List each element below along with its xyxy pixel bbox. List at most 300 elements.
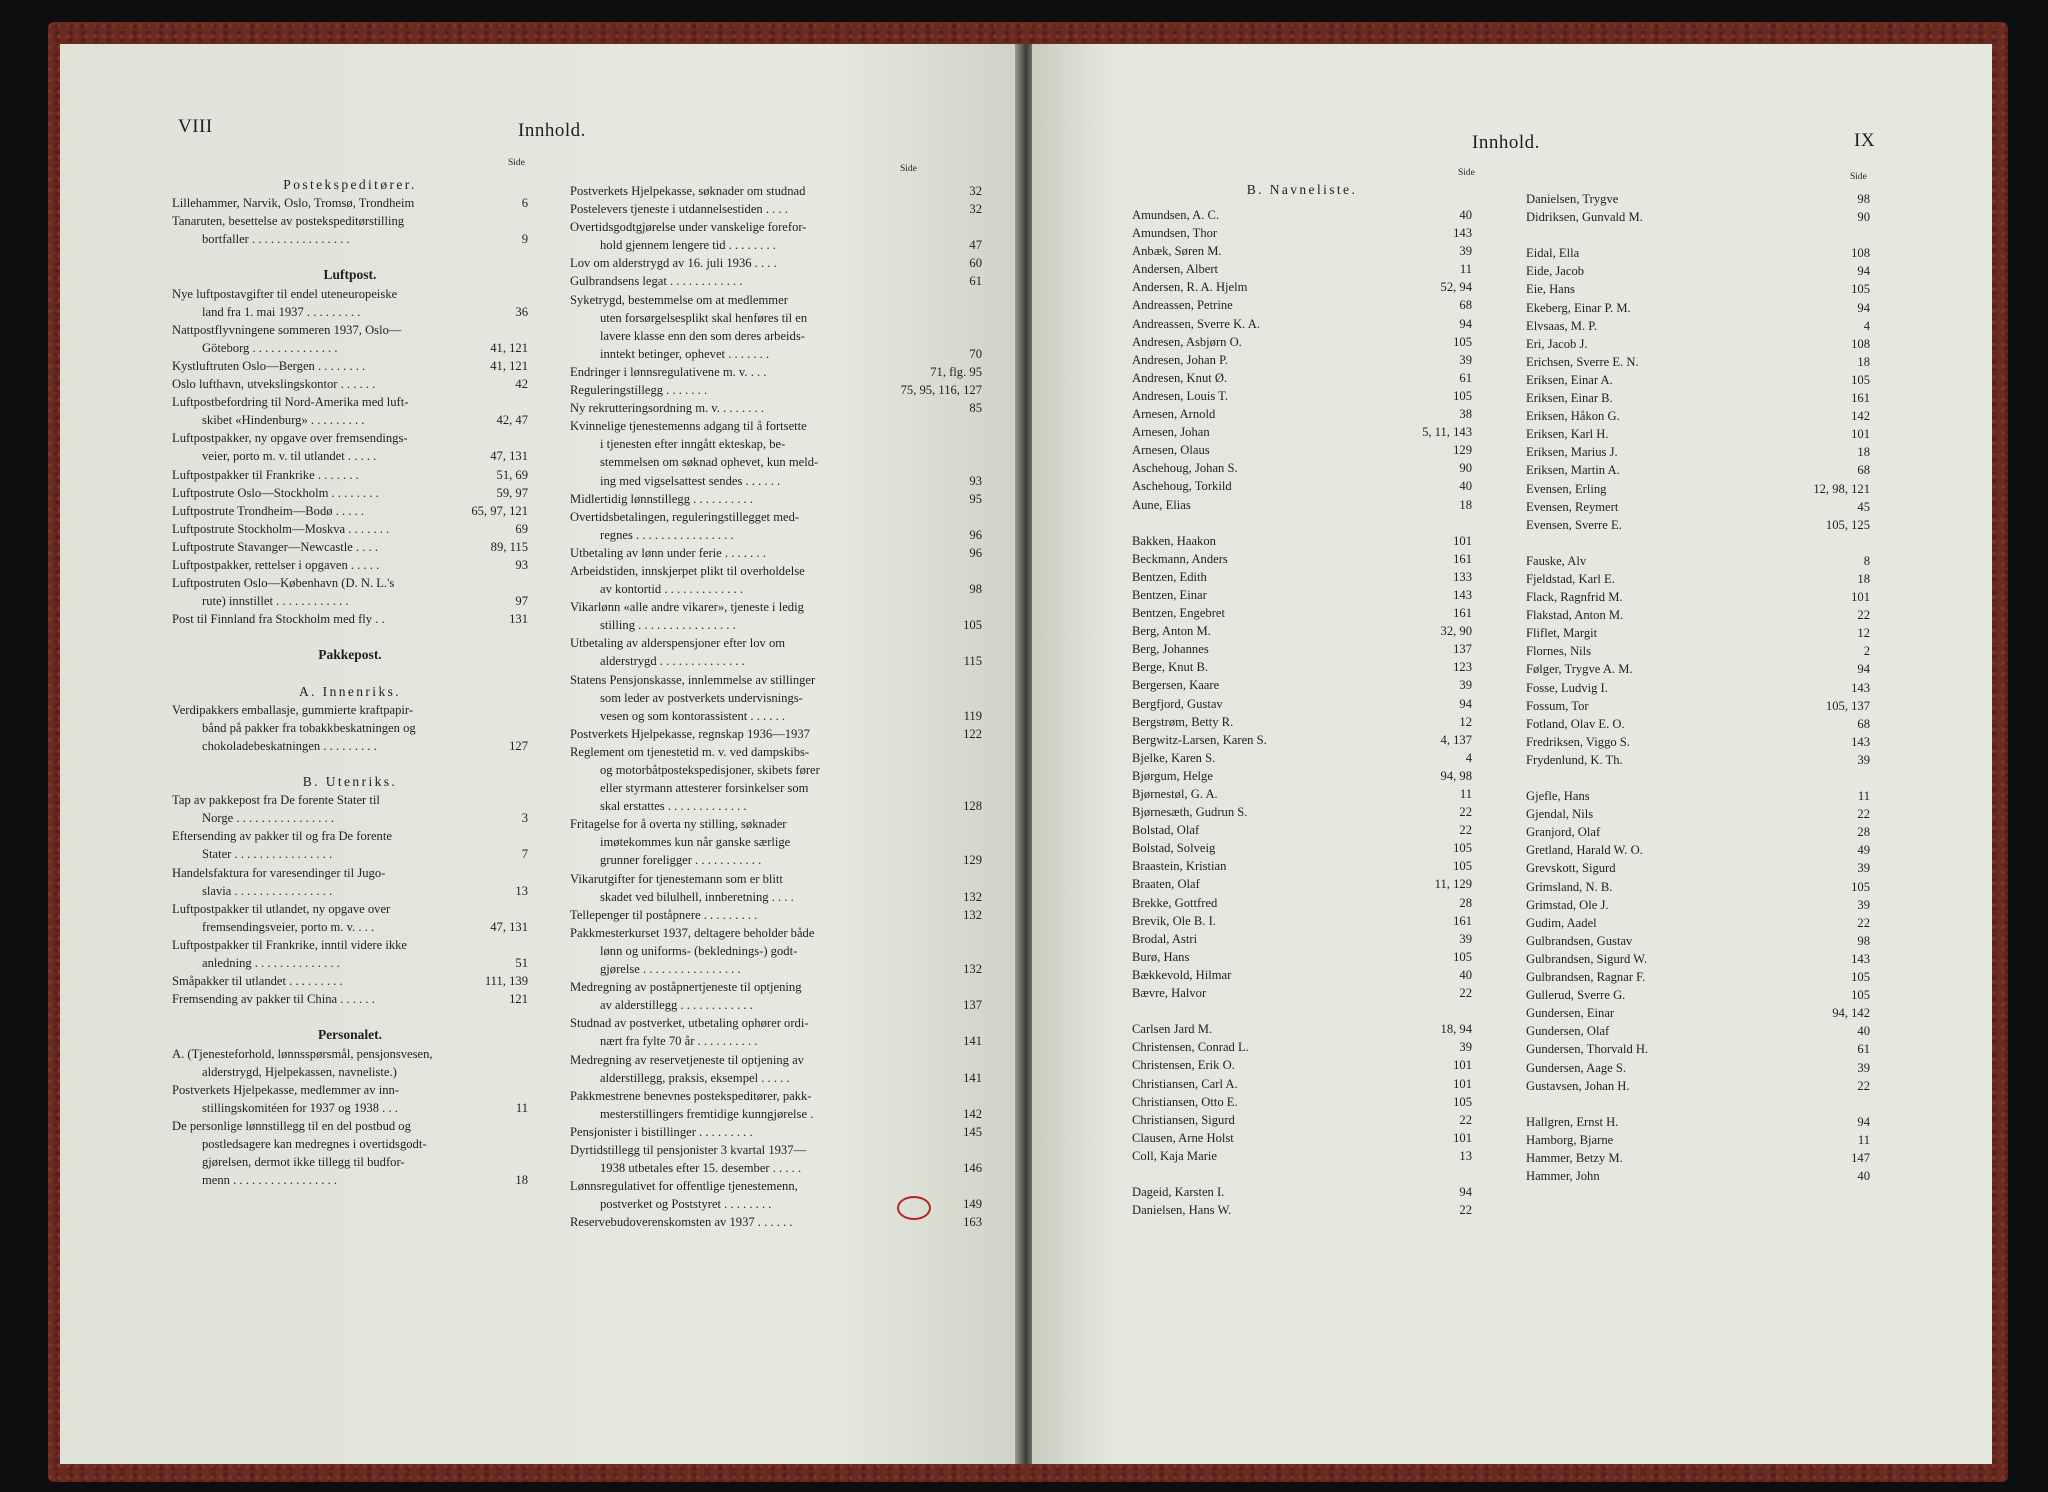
- toc-entry-text: Vikarutgifter for tjenestemann som er blitt: [570, 871, 783, 886]
- name-entry: [1132, 586, 1472, 604]
- name-entry: [1526, 715, 1870, 733]
- toc-entry-text: Luftpostrute Oslo—Stockholm . . . . . . . .: [172, 485, 379, 500]
- name-entry-name: Fliflet, Margit: [1526, 626, 1598, 641]
- toc-entry-page: 145: [963, 1124, 982, 1139]
- toc-entry-text: stillingskomitéen for 1937 og 1938 . . .: [202, 1100, 398, 1115]
- name-entry: [1132, 658, 1472, 676]
- toc-entry-page: 119: [963, 708, 982, 723]
- toc-entry: [570, 580, 982, 598]
- name-entry: [1132, 622, 1472, 640]
- name-entry-page: 105: [1453, 841, 1472, 856]
- name-entry-name: Gjendal, Nils: [1526, 807, 1594, 822]
- name-entry-name: Amundsen, Thor: [1132, 226, 1218, 241]
- name-entry: [1132, 803, 1472, 821]
- name-entry-page: 40: [1459, 208, 1472, 222]
- name-entry-name: Andresen, Johan P.: [1132, 352, 1228, 367]
- name-entry: [1526, 1059, 1870, 1077]
- toc-entry-text: eller styrmann attesterer forsinkelser som: [600, 781, 809, 796]
- name-entry-name: Gundersen, Aage S.: [1526, 1060, 1627, 1075]
- name-entry-page: 18: [1857, 445, 1870, 460]
- toc-entry: [570, 508, 982, 526]
- toc-entry-text: Göteborg . . . . . . . . . . . . . .: [202, 340, 338, 355]
- name-entry-page: 40: [1459, 967, 1472, 982]
- name-entry-page: 94: [1459, 696, 1472, 711]
- toc-entry-page: 127: [509, 738, 528, 753]
- toc-entry-text: stilling . . . . . . . . . . . . . . . .: [600, 618, 736, 633]
- name-entry: [1132, 1056, 1472, 1074]
- toc-entry: [172, 393, 528, 411]
- name-entry-page: 22: [1459, 986, 1472, 1001]
- toc-entry-text: Utbetaling av lønn under ferie . . . . . . .: [570, 545, 766, 560]
- name-entry-name: Gulbrandsen, Ragnar F.: [1526, 970, 1646, 985]
- name-entry-name: Brodal, Astri: [1132, 931, 1198, 946]
- toc-entry: [172, 520, 528, 538]
- name-entry-name: Eriksen, Karl H.: [1526, 427, 1609, 442]
- toc-entry-text: Overtidsgodtgjørelse under vanskelige forefor-: [570, 220, 807, 235]
- name-entry-name: Aschehoug, Johan S.: [1132, 461, 1238, 476]
- name-entry: [1526, 606, 1870, 624]
- name-entry: [1132, 695, 1472, 713]
- name-entry-name: Dageid, Karsten I.: [1132, 1185, 1225, 1200]
- toc-entry-page: 142: [963, 1106, 982, 1121]
- name-entry-page: 68: [1459, 298, 1472, 313]
- name-entry-page: 105, 137: [1825, 698, 1870, 713]
- toc-entry-page: 122: [963, 726, 982, 741]
- name-entry: [1132, 857, 1472, 875]
- toc-entry-text: Luftpostpakker til utlandet, ny opgave over: [172, 901, 391, 916]
- toc-entry-text: Oslo lufthavn, utvekslingskontor . . . . . .: [172, 377, 376, 392]
- spacer: [1132, 514, 1472, 532]
- toc-entry-text: Småpakker til utlandet . . . . . . . . .: [172, 974, 343, 989]
- spacer: [172, 665, 528, 683]
- name-entry-name: Arnesen, Johan: [1132, 425, 1210, 440]
- name-entry-page: 18: [1459, 497, 1472, 512]
- name-entry-name: Hammer, Betzy M.: [1526, 1150, 1623, 1165]
- name-entry: [1526, 859, 1870, 877]
- name-entry: [1526, 697, 1870, 715]
- name-entry-page: 8: [1863, 553, 1870, 568]
- toc-entry: [570, 888, 982, 906]
- name-entry-name: Berge, Knut B.: [1132, 660, 1209, 675]
- toc-entry: [570, 1141, 982, 1159]
- name-entry: [1132, 948, 1472, 966]
- name-entry-page: 18: [1857, 571, 1870, 586]
- toc-entry: [570, 1123, 982, 1141]
- toc-entry-page: 105: [963, 618, 982, 633]
- toc-entry-page: 61: [969, 274, 982, 289]
- name-entry-name: Frydenlund, K. Th.: [1526, 752, 1623, 767]
- name-entry: [1132, 496, 1472, 514]
- name-entry: [1526, 335, 1870, 353]
- name-entry-page: 101: [1453, 1058, 1472, 1073]
- spacer: [1526, 534, 1870, 552]
- toc-entry: [570, 399, 982, 417]
- name-entry: [1526, 1077, 1870, 1095]
- name-entry: [1526, 190, 1870, 208]
- name-entry-name: Ekeberg, Einar P. M.: [1526, 300, 1631, 315]
- name-entry-name: Andresen, Asbjørn O.: [1132, 334, 1242, 349]
- toc-entry-text: Stater . . . . . . . . . . . . . . . .: [202, 847, 333, 862]
- name-entry: [1132, 260, 1472, 278]
- name-entry-page: 161: [1851, 391, 1870, 406]
- name-entry: [1526, 679, 1870, 697]
- name-entry-page: 11: [1857, 789, 1870, 804]
- section-heading: Pakkepost.: [318, 647, 382, 663]
- toc-entry-page: 47, 131: [490, 919, 528, 934]
- toc-entry-text: chokoladebeskatningen . . . . . . . . .: [202, 738, 377, 753]
- name-entry-name: Gretland, Harald W. O.: [1526, 843, 1643, 858]
- name-entry: [1526, 317, 1870, 335]
- toc-entry-page: 51, 69: [496, 467, 528, 482]
- toc-entry-text: postverket og Poststyret . . . . . . . .: [600, 1197, 772, 1212]
- name-entry: [1526, 932, 1870, 950]
- name-entry-name: Følger, Trygve A. M.: [1526, 662, 1633, 677]
- toc-entry-text: Gulbrandsens legat . . . . . . . . . . . .: [570, 274, 743, 289]
- name-entry-name: Bjørnestøl, G. A.: [1132, 787, 1218, 801]
- name-entry-name: Bækkevold, Hilmar: [1132, 967, 1232, 982]
- toc-entry: [570, 652, 982, 670]
- name-entry-name: Grimstad, Ole J.: [1526, 897, 1609, 912]
- toc-entry-text: mesterstillingers fremtidige kunngjørelse .: [600, 1106, 814, 1121]
- toc-entry-page: 60: [969, 256, 982, 271]
- toc-entry-page: 32: [969, 184, 982, 198]
- toc-entry-page: 89, 115: [490, 539, 528, 554]
- side-label: Side: [1458, 168, 1475, 178]
- name-entry-name: Anbæk, Søren M.: [1132, 244, 1222, 259]
- name-entry-name: Eriksen, Marius J.: [1526, 445, 1618, 460]
- toc-entry-text: Luftpostrute Stavanger—Newcastle . . . .: [172, 539, 378, 554]
- name-entry-page: 94: [1857, 662, 1870, 677]
- toc-entry: [172, 737, 528, 755]
- toc-entry-page: 111, 139: [484, 974, 528, 989]
- name-entry-page: 94: [1857, 1114, 1870, 1129]
- toc-entry: [570, 870, 982, 888]
- toc-entry-text: fremsendingsveier, porto m. v. . . .: [202, 919, 375, 934]
- name-entry-page: 105: [1851, 988, 1870, 1003]
- name-entry: [1132, 1038, 1472, 1056]
- name-entry-name: Clausen, Arne Holst: [1132, 1130, 1234, 1145]
- toc-entry-text: Handelsfaktura for varesendinger til Jugo-: [172, 865, 386, 880]
- toc-entry-page: 163: [963, 1215, 982, 1230]
- name-entry-name: Christiansen, Sigurd: [1132, 1112, 1235, 1127]
- toc-entry-page: 131: [509, 612, 528, 627]
- toc-entry: [570, 743, 982, 761]
- toc-entry-text: Ny rekrutteringsordning m. v. . . . . . . .: [570, 401, 765, 416]
- toc-entry-page: 95: [969, 491, 982, 506]
- name-entry-page: 2: [1863, 644, 1870, 659]
- side-label: Side: [508, 158, 525, 168]
- toc-entry-text: Tanaruten, besettelse av postekspeditørstilling: [172, 214, 405, 229]
- name-entry-name: Brekke, Gottfred: [1132, 895, 1218, 910]
- spacer: [172, 1008, 528, 1026]
- toc-entry-text: Studnad av postverket, utbetaling ophører ordi-: [570, 1016, 809, 1031]
- name-entry: [1526, 1022, 1870, 1040]
- toc-entry-text: Luftpostbefordring til Nord-Amerika med luft-: [172, 395, 409, 410]
- toc-entry-page: 128: [963, 799, 982, 814]
- name-entry-name: Eide, Jacob: [1526, 264, 1585, 279]
- name-entry-name: Flack, Ragnfrid M.: [1526, 590, 1623, 605]
- toc-entry-text: inntekt betinger, ophevet . . . . . . .: [600, 346, 770, 361]
- name-entry-name: Evensen, Sverre E.: [1526, 517, 1622, 532]
- toc-entry: [172, 1153, 528, 1171]
- name-entry-name: Andreassen, Sverre K. A.: [1132, 316, 1261, 331]
- name-entry-page: 18: [1857, 354, 1870, 369]
- name-entry-name: Bergersen, Kaare: [1132, 678, 1220, 693]
- toc-entry: [570, 236, 982, 254]
- toc-entry: [570, 327, 982, 345]
- name-entry: [1132, 749, 1472, 767]
- spacer: [1526, 1095, 1870, 1113]
- name-entry: [1132, 821, 1472, 839]
- name-entry-page: 94: [1459, 316, 1472, 331]
- name-entry: [1132, 1183, 1472, 1201]
- toc-entry-page: 97: [515, 594, 528, 609]
- name-entry-page: 105: [1453, 949, 1472, 964]
- contents-column-1: [172, 176, 528, 1189]
- section-heading: B. Utenriks.: [302, 774, 398, 790]
- toc-entry-page: 98: [969, 582, 982, 597]
- toc-entry: [570, 671, 982, 689]
- toc-entry-page: 18: [515, 1173, 528, 1188]
- toc-entry: [570, 906, 982, 924]
- toc-entry: [570, 1159, 982, 1177]
- name-entry-name: Eriksen, Einar A.: [1526, 372, 1613, 387]
- name-entry-name: Bjørgum, Helge: [1132, 768, 1213, 783]
- name-entry: [1526, 461, 1870, 479]
- toc-entry-page: 137: [963, 998, 982, 1013]
- toc-entry: [172, 845, 528, 863]
- name-entry-name: Eriksen, Håkon G.: [1526, 409, 1620, 424]
- toc-entry-text: Lønnsregulativet for offentlige tjenestemenn,: [570, 1179, 798, 1194]
- name-entry-name: Braaten, Olaf: [1132, 877, 1200, 892]
- toc-entry-text: Overtidsbetalingen, reguleringstillegget med-: [570, 509, 800, 524]
- toc-entry: [172, 502, 528, 520]
- toc-entry: [172, 1063, 528, 1081]
- toc-entry-text: hold gjennem lengere tid . . . . . . . .: [600, 238, 776, 253]
- name-entry-page: 161: [1453, 913, 1472, 928]
- name-entry-page: 142: [1851, 409, 1870, 424]
- running-head-right: Innhold.: [1472, 132, 1540, 153]
- toc-entry-page: 132: [963, 889, 982, 904]
- toc-entry: [570, 924, 982, 942]
- name-entry-name: Amundsen, A. C.: [1132, 208, 1220, 222]
- name-entry-name: Danielsen, Trygve: [1526, 192, 1619, 206]
- name-entry: [1526, 516, 1870, 534]
- name-entry-page: 94, 142: [1832, 1006, 1870, 1021]
- name-entry-name: Fossum, Tor: [1526, 698, 1589, 713]
- toc-entry-page: 9: [521, 232, 528, 247]
- toc-entry-text: De personlige lønnstillegg til en del postbud og: [172, 1118, 411, 1133]
- section-heading: Personalet.: [317, 1027, 383, 1043]
- spacer: [1132, 1002, 1472, 1020]
- toc-entry-page: 6: [521, 196, 528, 211]
- name-entry-name: Christiansen, Otto E.: [1132, 1094, 1238, 1109]
- name-entry-page: 105: [1453, 1094, 1472, 1109]
- toc-entry: [172, 827, 528, 845]
- toc-entry-text: Tellepenger til poståpnere . . . . . . . . .: [570, 907, 758, 922]
- name-entry-name: Beckmann, Anders: [1132, 551, 1228, 566]
- name-entry-page: 39: [1857, 752, 1870, 767]
- name-entry-page: 39: [1459, 931, 1472, 946]
- name-entry: [1526, 787, 1870, 805]
- name-entry-page: 143: [1851, 734, 1870, 749]
- toc-entry: [570, 363, 982, 381]
- toc-entry: [570, 254, 982, 272]
- name-entry: [1132, 387, 1472, 405]
- name-entry-name: Bjelke, Karen S.: [1132, 750, 1216, 765]
- toc-entry: [172, 429, 528, 447]
- name-entry-name: Eidal, Ella: [1526, 246, 1580, 261]
- name-entry: [1132, 676, 1472, 694]
- name-entry-page: 22: [1459, 805, 1472, 820]
- toc-entry-text: Kystluftruten Oslo—Bergen . . . . . . . .: [172, 358, 366, 373]
- name-entry: [1526, 588, 1870, 606]
- name-entry: [1526, 805, 1870, 823]
- toc-entry: [172, 375, 528, 393]
- toc-entry: [570, 490, 982, 508]
- name-entry: [1132, 785, 1472, 803]
- name-entry-name: Andresen, Knut Ø.: [1132, 370, 1228, 385]
- toc-entry: [172, 882, 528, 900]
- name-entry-page: 105: [1453, 388, 1472, 403]
- name-entry-page: 123: [1453, 660, 1472, 675]
- name-entry-page: 137: [1453, 642, 1472, 657]
- toc-entry: [570, 435, 982, 453]
- toc-entry: [570, 833, 982, 851]
- name-entry-page: 105: [1453, 859, 1472, 874]
- name-entry-name: Christensen, Conrad L.: [1132, 1040, 1249, 1055]
- toc-entry: [172, 357, 528, 375]
- toc-entry-text: Nye luftpostavgifter til endel uteneuropeiske: [172, 286, 398, 301]
- toc-entry-text: stemmelsen om søknad ophevet, kun meld-: [600, 455, 819, 470]
- toc-entry-text: alderstillegg, praksis, eksempel . . . . .: [600, 1070, 790, 1085]
- toc-entry: [570, 598, 982, 616]
- name-entry: [1132, 1129, 1472, 1147]
- name-entry-page: 105: [1851, 282, 1870, 297]
- section-heading: Luftpost.: [323, 267, 377, 283]
- toc-entry: [570, 417, 982, 435]
- toc-entry: [172, 194, 528, 212]
- toc-entry: [570, 779, 982, 797]
- name-entry-name: Aune, Elias: [1132, 497, 1191, 512]
- name-entry-name: Gudim, Aadel: [1526, 915, 1597, 930]
- name-entry-name: Gundersen, Thorvald H.: [1526, 1042, 1649, 1057]
- name-entry-page: 22: [1459, 823, 1472, 838]
- contents-column-2: [570, 182, 982, 1231]
- toc-entry: [172, 212, 528, 230]
- toc-entry-text: Postverkets Hjelpekasse, regnskap 1936—1937: [570, 726, 810, 741]
- toc-entry: [570, 996, 982, 1014]
- toc-entry: [172, 321, 528, 339]
- name-entry-name: Granjord, Olaf: [1526, 825, 1601, 840]
- name-entry-page: 101: [1851, 427, 1870, 442]
- name-entry-name: Hallgren, Ernst H.: [1526, 1114, 1619, 1129]
- toc-entry: [172, 339, 528, 357]
- name-entry-page: 90: [1857, 210, 1870, 225]
- toc-entry-text: Luftpostpakker til Frankrike . . . . . . .: [172, 467, 359, 482]
- toc-entry-page: 85: [969, 401, 982, 416]
- name-entry: [1132, 1075, 1472, 1093]
- name-entry-page: 45: [1857, 499, 1870, 514]
- toc-entry-text: Pakkmestrene benevnes postekspeditører, pakk-: [570, 1088, 812, 1103]
- name-entry: [1526, 733, 1870, 751]
- name-entry: [1132, 930, 1472, 948]
- name-entry-page: 147: [1851, 1150, 1870, 1165]
- name-entry-name: Gulbrandsen, Gustav: [1526, 933, 1633, 948]
- toc-entry: [570, 526, 982, 544]
- toc-entry: [172, 936, 528, 954]
- toc-entry-text: bortfaller . . . . . . . . . . . . . . . .: [202, 232, 350, 247]
- name-entry-name: Bolstad, Olaf: [1132, 823, 1200, 838]
- toc-entry-page: 59, 97: [496, 485, 528, 500]
- name-entry-name: Berg, Johannes: [1132, 642, 1209, 657]
- left-page: [60, 44, 1020, 1464]
- toc-entry: [172, 574, 528, 592]
- name-entry-page: 28: [1857, 825, 1870, 840]
- toc-entry: [172, 1135, 528, 1153]
- toc-entry-text: Midlertidig lønnstillegg . . . . . . . . . .: [570, 491, 753, 506]
- name-entry: [1526, 208, 1870, 226]
- name-entry: [1526, 841, 1870, 859]
- spacer: [1526, 769, 1870, 787]
- name-entry: [1526, 968, 1870, 986]
- name-entry-page: 39: [1459, 678, 1472, 693]
- toc-entry: [172, 556, 528, 574]
- name-entry: [1132, 966, 1472, 984]
- toc-entry-text: Utbetaling av alderspensjoner efter lov om: [570, 636, 786, 651]
- name-entry: [1526, 896, 1870, 914]
- toc-entry: [172, 1045, 528, 1063]
- toc-entry: [172, 447, 528, 465]
- toc-entry: [172, 610, 528, 628]
- toc-entry-text: lønn og uniforms- (beklednings-) godt-: [600, 943, 798, 958]
- name-entry: [1526, 624, 1870, 642]
- name-entry: [1526, 642, 1870, 660]
- toc-entry-text: Reguleringstillegg . . . . . . .: [570, 383, 708, 398]
- name-entry: [1526, 1040, 1870, 1058]
- toc-entry-page: 32: [969, 202, 982, 217]
- name-entry-page: 161: [1453, 551, 1472, 566]
- name-entry-name: Andersen, Albert: [1132, 262, 1219, 277]
- toc-entry: [570, 182, 982, 200]
- name-entry-name: Braastein, Kristian: [1132, 859, 1227, 874]
- toc-entry: [570, 562, 982, 580]
- name-entry-name: Fredriksen, Viggo S.: [1526, 734, 1630, 749]
- toc-entry-text: skibet «Hindenburg» . . . . . . . . .: [202, 413, 365, 428]
- toc-entry-text: skal erstattes . . . . . . . . . . . . .: [600, 799, 747, 814]
- name-entry-page: 39: [1459, 352, 1472, 367]
- name-entry-name: Carlsen Jard M.: [1132, 1022, 1213, 1037]
- toc-entry-page: 96: [969, 527, 982, 542]
- name-entry-name: Gustavsen, Johan H.: [1526, 1078, 1630, 1093]
- name-entry-name: Didriksen, Gunvald M.: [1526, 210, 1643, 225]
- name-entry: [1132, 441, 1472, 459]
- toc-entry-page: 47: [969, 238, 982, 253]
- section-heading: Postekspeditører.: [283, 177, 417, 192]
- name-entry-page: 105: [1851, 970, 1870, 985]
- name-list-column-2: [1526, 190, 1870, 1185]
- name-entry-name: Flornes, Nils: [1526, 644, 1592, 659]
- toc-entry-page: 93: [969, 473, 982, 488]
- toc-entry: [570, 725, 982, 743]
- toc-entry-page: 69: [515, 521, 528, 536]
- toc-entry: [570, 1177, 982, 1195]
- toc-entry-text: regnes . . . . . . . . . . . . . . . .: [600, 527, 734, 542]
- name-entry-name: Arnesen, Olaus: [1132, 443, 1210, 458]
- name-entry: [1132, 477, 1472, 495]
- side-label: Side: [1850, 172, 1867, 182]
- name-entry-name: Eie, Hans: [1526, 282, 1575, 297]
